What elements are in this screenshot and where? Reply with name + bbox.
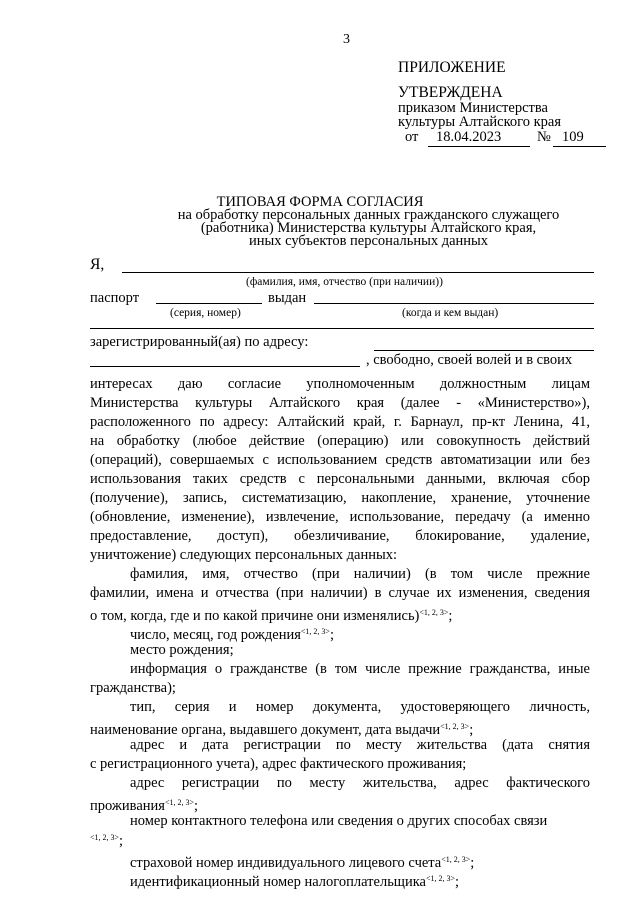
order-number: 109 xyxy=(562,129,584,145)
consent-line: предоставление, доступ), обезличивание, блокирование, удаление, xyxy=(90,528,590,544)
item-document-line: тип, серия и номер документа, удостоверяющего личность, xyxy=(130,699,590,715)
item-fio-line: фамилии, имена и отчества (при наличии) в случае их изменения, сведения xyxy=(90,585,590,601)
freely-text: , свободно, своей волей и в своих xyxy=(366,352,573,368)
item-citizenship-line: информация о гражданстве (в том числе прежние гражданства, иные xyxy=(130,661,590,677)
form-subtitle-2: (работника) Министерства культуры Алтайского края, xyxy=(200,220,537,236)
consent-line: Министерства культуры Алтайского края (далее - «Министерство»), xyxy=(90,395,590,411)
number-underline xyxy=(553,146,606,147)
footnote-ref: <1, 2, 3> xyxy=(440,722,470,731)
consent-line: расположенного по адресу: Алтайский край, г. Барнаул, пр-кт Ленина, 41, xyxy=(90,414,590,430)
item-birthplace: место рождения; xyxy=(130,642,234,658)
consent-line: (обновление, изменение), извлечение, использование, передачу (а именно xyxy=(90,509,590,525)
item-address-line: с регистрационного учета), адрес фактического проживания; xyxy=(90,756,467,772)
item-phone-end xyxy=(90,828,123,851)
consent-line: интересах даю согласие уполномоченным должностным лицам xyxy=(90,376,590,392)
consent-line: (получение), запись, систематизацию, накопление, хранение, уточнение xyxy=(90,490,590,506)
item-address-line: адрес и дата регистрации по месту жительства (дата снятия xyxy=(130,737,590,753)
semicolon: ; xyxy=(470,855,475,871)
footnote-ref: <1, 2, 3> xyxy=(300,627,330,636)
page-number: 3 xyxy=(343,32,350,47)
address-field-1[interactable] xyxy=(374,350,594,351)
appendix-heading: ПРИЛОЖЕНИЕ xyxy=(398,59,506,76)
issued-label: выдан xyxy=(268,290,307,306)
semicolon: ; xyxy=(329,627,334,643)
semicolon: ; xyxy=(194,798,199,814)
series-hint: (серия, номер) xyxy=(170,307,241,319)
date-underline xyxy=(428,146,530,147)
fio-field[interactable] xyxy=(122,272,594,273)
passport-series-field[interactable] xyxy=(156,303,262,304)
consent-line: (операций), совершаемых с использованием средств автоматизации или без xyxy=(90,452,590,468)
item-fio-line: фамилия, имя, отчество (при наличии) (в том числе прежние xyxy=(130,566,590,582)
item-fio-text: о том, когда, где и по какой причине они изменялись) xyxy=(90,608,420,624)
consent-line: на обработку (любое действие (операцию) или совокупность действий xyxy=(90,433,590,449)
registered-label: зарегистрированный(ая) по адресу: xyxy=(90,334,309,350)
semicolon: ; xyxy=(455,874,460,890)
address-field-2[interactable] xyxy=(90,366,360,367)
item-address2-line: адрес регистрации по месту жительства, адрес фактического xyxy=(130,775,590,791)
footnote-ref: <1, 2, 3> xyxy=(164,798,194,807)
item-inn-text: идентификационный номер налогоплательщика xyxy=(130,874,426,890)
semicolon: ; xyxy=(119,833,124,849)
passport-label: паспорт xyxy=(90,290,140,306)
consent-line: уничтожение) следующих персональных данных: xyxy=(90,547,397,563)
footnote-ref: <1, 2, 3> xyxy=(419,608,449,617)
form-subtitle-1: на обработку персональных данных гражданского служащего xyxy=(177,207,560,223)
semicolon: ; xyxy=(469,722,474,738)
item-snils-text: страховой номер индивидуального лицевого счета xyxy=(130,855,442,871)
fio-hint: (фамилия, имя, отчество (при наличии)) xyxy=(246,276,443,288)
issued-by-field[interactable] xyxy=(314,303,594,304)
item-birthdate-text: число, месяц, год рождения xyxy=(130,627,301,643)
form-subtitle-3: иных субъектов персональных данных xyxy=(248,233,489,249)
item-address2-text: проживания xyxy=(90,798,165,814)
footnote-ref: <1, 2, 3> xyxy=(426,874,456,883)
approved-heading: УТВЕРЖДЕНА xyxy=(398,84,503,101)
item-citizenship-line: гражданства); xyxy=(90,680,176,696)
item-phone: номер контактного телефона или сведения о других способах связи xyxy=(130,813,548,829)
footnote-ref: <1, 2, 3> xyxy=(90,833,120,842)
order-from-label: от xyxy=(405,129,419,145)
semicolon: ; xyxy=(448,608,453,624)
ya-label: Я, xyxy=(90,256,105,273)
order-line-1: приказом Министерства xyxy=(398,100,548,116)
order-line-2: культуры Алтайского края xyxy=(398,114,562,130)
order-number-label: № xyxy=(537,129,551,145)
issued-hint: (когда и кем выдан) xyxy=(402,307,499,319)
issued-by-field-2[interactable] xyxy=(90,328,594,329)
form-title: ТИПОВАЯ ФОРМА СОГЛАСИЯ xyxy=(216,194,424,210)
item-inn xyxy=(130,869,459,892)
footnote-ref: <1, 2, 3> xyxy=(441,855,471,864)
order-date: 18.04.2023 xyxy=(436,129,502,145)
consent-line: использования таких средств с персональными данными, включая сбор xyxy=(90,471,590,487)
item-document-text: наименование органа, выдавшего документ, дата выдачи xyxy=(90,722,441,738)
